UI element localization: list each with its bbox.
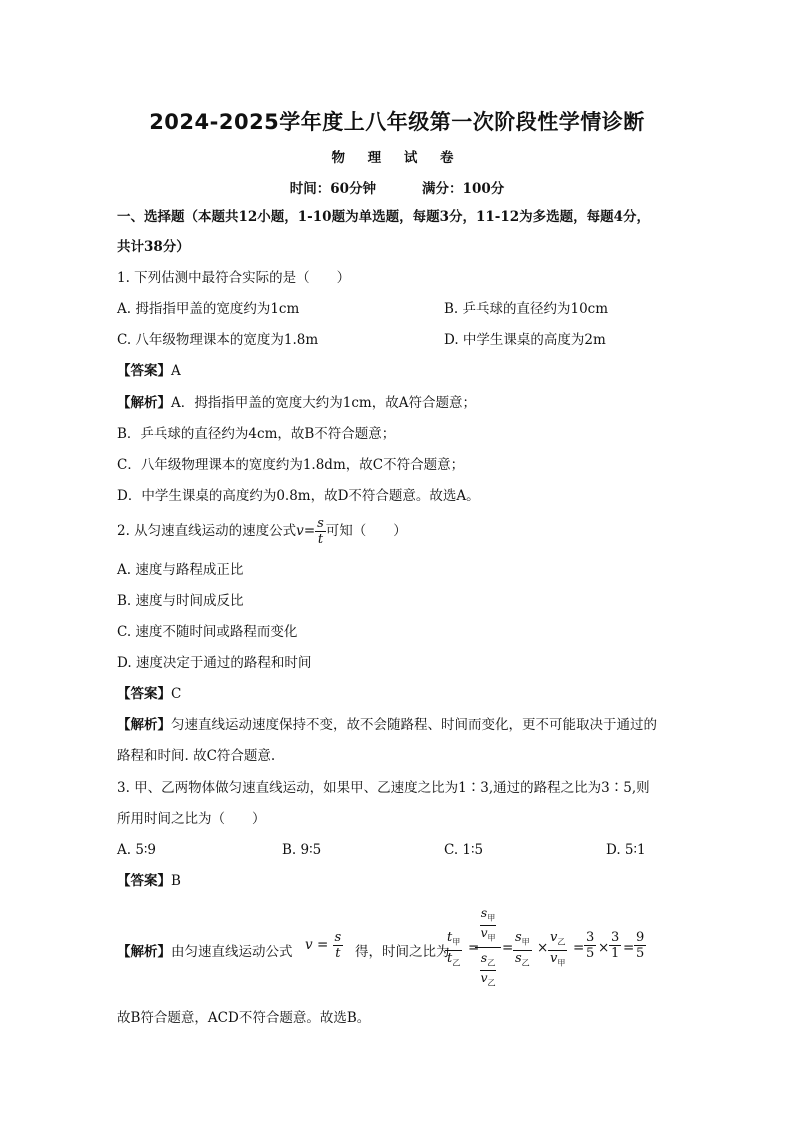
- q3-answer: 【答案】B: [117, 873, 181, 889]
- q3-option-c: C. 1∶5: [444, 842, 484, 858]
- exam-time: 时间：60分钟: [289, 181, 377, 197]
- q2-answer: 【答案】C: [117, 686, 182, 702]
- analysis-label: 【解析】: [117, 395, 171, 411]
- q3-conclusion: 故B符合题意，ACD不符合题意。故选B。: [117, 1010, 371, 1026]
- q1-option-c: C. 八年级物理课本的宽度为1.8m: [117, 332, 319, 348]
- q2-option-b: B. 速度与时间成反比: [117, 593, 244, 609]
- answer-value: A: [171, 363, 181, 379]
- answer-label: 【答案】: [117, 363, 171, 379]
- q1-analysis-1: 【解析】A．拇指指甲盖的宽度大约为1cm，故A符合题意；: [117, 395, 476, 411]
- exam-score: 满分：100分: [422, 181, 505, 197]
- exam-info: [0, 177, 794, 197]
- page-title: 2024-2025学年度上八年级第一次阶段性学情诊断: [149, 110, 645, 134]
- q2-option-d: D. 速度决定于通过的路程和时间: [117, 655, 312, 671]
- formula-fraction: $\frac{s}{t}$: [317, 516, 324, 547]
- q1-answer: [117, 362, 181, 380]
- q2-analysis-1: 【解析】匀速直线运动速度保持不变，故不会随路程、时间而变化，更不可能取决于通过的: [117, 717, 657, 733]
- formula-v: v: [296, 523, 304, 539]
- q3-option-b: B. 9∶5: [282, 842, 322, 858]
- q3-stem-2: 所用时间之比为（ ）: [117, 811, 266, 827]
- page-subtitle: 物 理 试 卷: [331, 150, 463, 166]
- q2-option-c: C. 速度不随时间或路程而变化: [117, 624, 298, 640]
- q2-option-a: A. 速度与路程成正比: [117, 562, 244, 578]
- q1-analysis-3: C．八年级物理课本的宽度约为1.8dm，故C不符合题意；: [117, 457, 465, 473]
- q1-analysis-2: B．乒乓球的直径约为4cm，故B不符合题意；: [117, 426, 396, 442]
- q1-stem: 1. 下列估测中最符合实际的是（ ）: [117, 270, 351, 286]
- q2-analysis-2: 路程和时间. 故C符合题意.: [117, 748, 276, 764]
- q1-option-a: A. 拇指指甲盖的宽度约为1cm: [117, 301, 300, 317]
- q2-stem: 2. 从匀速直线运动的速度公式v= $\frac{s}{t}$ 可知（ ）: [117, 516, 407, 547]
- exam-page: 2024-2025学年度上八年级第一次阶段性学情诊断 物 理 试 卷 时间：60分钟 满分：100分 一、选择题（本题共12小题，1-10题为单选题，每题3分，11-12为多选题，每题4分， 共计38分） 1. 下列估测中最符合实际的是（ ） A. 拇指指甲盖的宽度约为1cm B. 乒乓球的直径约为10cm C. 八年级物理课本的宽度为1.8m D. 中学生课桌的高度为2m 【答案】A 【解析】A．拇指指甲盖的宽度大约为1cm，故A符合题意； B．乒乓球的直径约为4cm，故B不符合题意； C．八年级物理课本的宽度约为1.8dm，故C不符合题意； D．中学生课桌的高度约为0.8m，故D不符合题意。故选A。 2. 从匀速直线运动的速度公式v= $\frac{s}{t}$ 可知（ ） A. 速度与路程成正比 B. 速度与时间成反比 C. 速度不随时间或路程而变化 D. 速度决定于通过的路程和时间 【答案】C 【解析】匀速直线运动速度保持不变，故不会随路程、时间而变化，更不可能取决于通过的 路程和时间. 故C符合题意. 3. 甲、乙两物体做匀速直线运动，如果甲、乙速度之比为1∶3,通过的路程之比为3∶5,则 所用时间之比为（ ） A. 5∶9 B. 9∶5 C. 1∶5 D. 5∶1 【答案】B 【解析】由匀速直线运动公式 v = $\frac{s}{t}$ 得，时间之比为 $\frac{t_甲}{t_乙}$ = $s_甲$ $v_甲$ $s_乙$ $v_乙$ = $\frac{s_甲}{s_乙}$ × $\frac{v_乙}{v_甲}$ = $\frac{3}{5}$ × $\frac{3}{1}$ = $\frac{9}{5}$ 故B符合题意，ACD不符合题意。故选B。: [0, 0, 794, 1123]
- q1-option-d: D. 中学生课桌的高度为2m: [444, 332, 606, 348]
- q1-analysis-4: D．中学生课桌的高度约为0.8m，故D不符合题意。故选A。: [117, 488, 480, 504]
- q3-stem-1: 3. 甲、乙两物体做匀速直线运动，如果甲、乙速度之比为1∶3,通过的路程之比为3∶5,则: [117, 780, 650, 796]
- section-heading-line2: 共计38分）: [117, 239, 190, 255]
- q1-option-b: B. 乒乓球的直径约为10cm: [444, 301, 609, 317]
- compound-fraction: $s_甲$ $v_甲$ $s_乙$ $v_乙$: [475, 906, 501, 989]
- q3-option-a: A. 5∶9: [117, 842, 157, 858]
- q3-option-d: D. 5∶1: [606, 842, 646, 858]
- section-heading-line1: 一、选择题（本题共12小题，1-10题为单选题，每题3分，11-12为多选题，每题4分，: [117, 209, 651, 225]
